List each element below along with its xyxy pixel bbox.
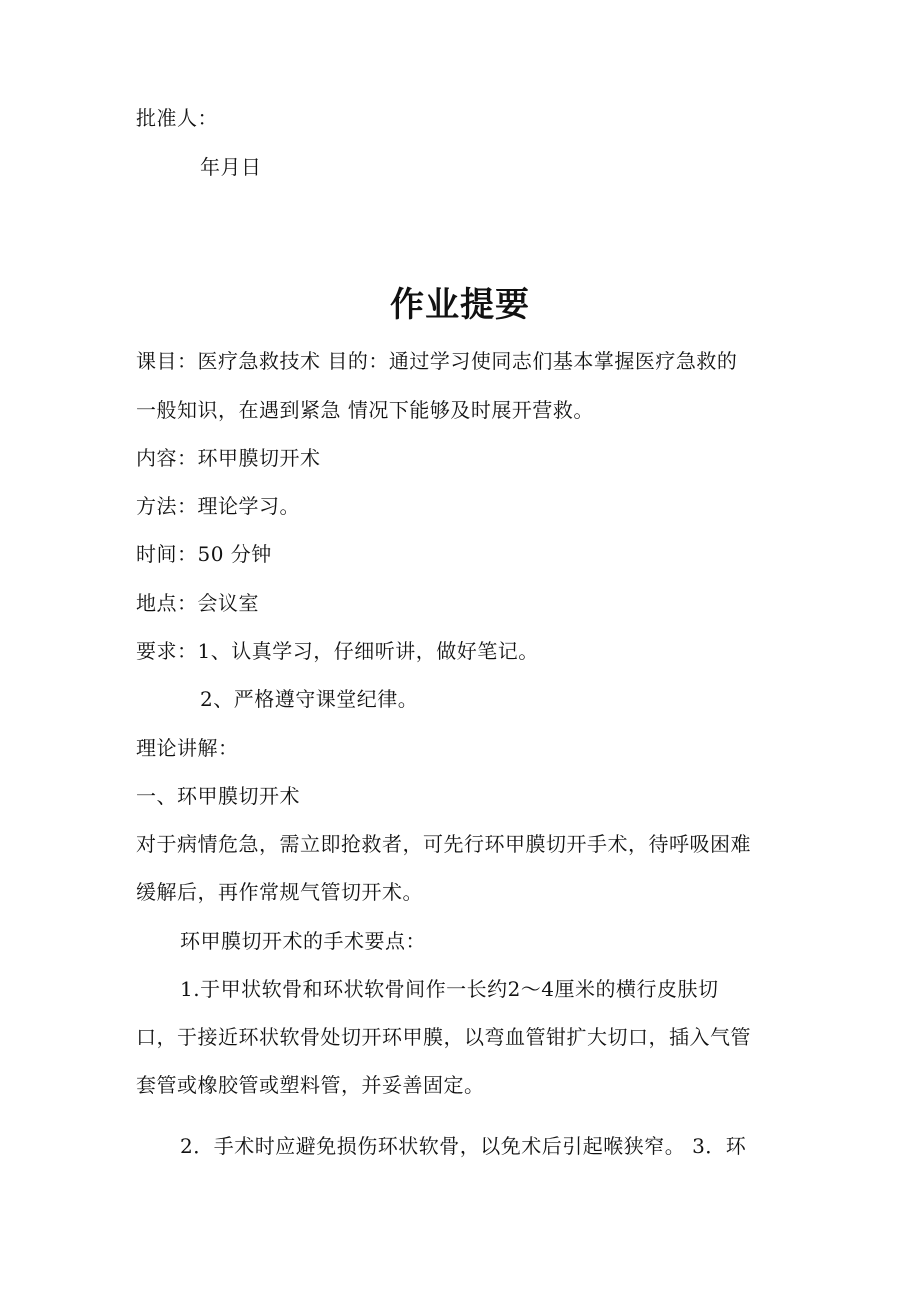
paragraph-line: 1.于甲状软骨和环状软骨间作一长约2～4厘米的横行皮肤切 — [180, 977, 719, 1001]
approver-label: 批准人： — [136, 106, 218, 130]
paragraph-line: 缓解后，再作常规气管切开术。 — [136, 880, 423, 904]
location-line: 地点：会议室 — [136, 591, 259, 615]
section-heading: 一、环甲膜切开术 — [136, 784, 300, 808]
section-heading: 理论讲解： — [136, 736, 239, 760]
content-line: 内容：环甲膜切开术 — [136, 446, 321, 470]
paragraph-line: 课目：医疗急救技术 目的：通过学习使同志们基本掌握医疗急救的 — [136, 349, 738, 373]
paragraph-line: 口，于接近环状软骨处切开环甲膜，以弯血管钳扩大切口，插入气管 — [136, 1025, 751, 1049]
paragraph-line: 2．手术时应避免损伤环状软骨，以免术后引起喉狭窄。 3．环 — [180, 1134, 747, 1158]
time-line: 时间：50 分钟 — [136, 542, 272, 566]
requirement-line: 要求：1、认真学习，仔细听讲，做好笔记。 — [136, 639, 539, 663]
paragraph-line: 对于病情危急，需立即抢救者，可先行环甲膜切开手术，待呼吸困难 — [136, 832, 751, 856]
paragraph-line: 套管或橡胶管或塑料管，并妥善固定。 — [136, 1073, 485, 1097]
requirement-line: 2、严格遵守课堂纪律。 — [200, 687, 419, 711]
subheading-line: 环甲膜切开术的手术要点： — [180, 929, 426, 953]
date-label: 年月日 — [200, 155, 262, 179]
method-line: 方法：理论学习。 — [136, 494, 300, 518]
page-title: 作业提要 — [390, 285, 530, 325]
paragraph-line: 一般知识，在遇到紧急 情况下能够及时展开营救。 — [136, 398, 594, 422]
